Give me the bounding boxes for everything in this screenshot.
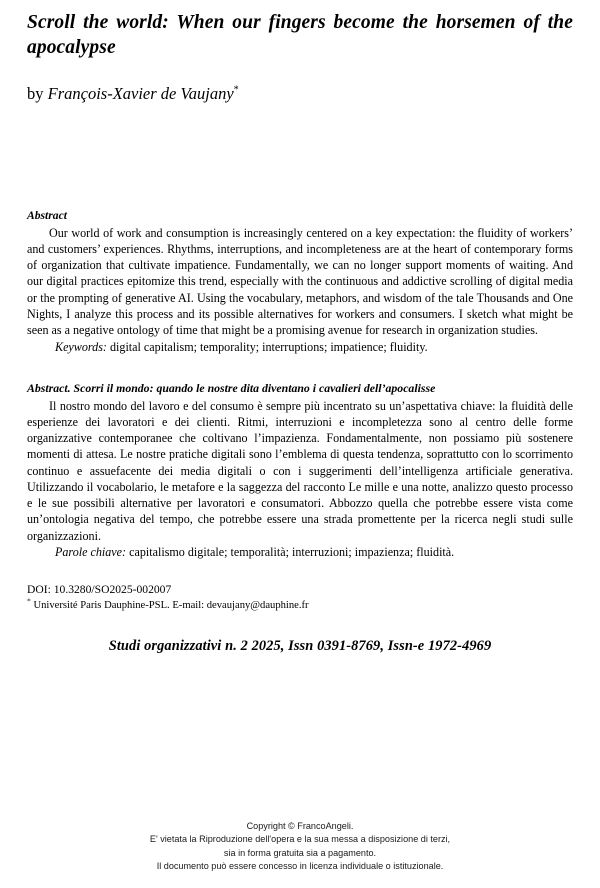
abstract-italian-heading: Abstract. Scorri il mondo: quando le nostre dita diventano i cavalieri dell’apocalisse [27, 380, 436, 395]
page-content [27, 0, 573, 655]
author-name: François-Xavier de Vaujany [47, 83, 234, 103]
copyright-line-4: Il documento può essere concesso in licenza individuale o istituzionale. [156, 861, 444, 872]
abstract-italian-body: Il nostro mondo del lavoro e del consumo è sempre più incentrato su un’aspettativa chiave: la fluidità delle esperienze dei lavoratori e dei clienti. Ritmi, interruzioni e incompletezza sono al centro delle forme organizzative contemporanee che coltivano l’impazienza. Fondamentalmente, non possiamo più sostenere momenti di attesa. Le nostre pratiche digitali sono l’emblema di questa tendenza, soprattutto con lo scorrimento continuo e assuefacente dei media digitali o con i suggerimenti dell’intelligenza artificiale generativa. Utilizzando il vocabolario, le metafore e la saggezza del racconto Le mille e una notte, analizzo questo processo e le sue possibili alternative per lavoratori e consumatori. Abbozzo quella che potrebbe essere vista come un’ontologia negativa del tempo, che potrebbe essere una strada promettente per la ricerca negli studi sulle organizzazioni. [27, 398, 573, 543]
byline-prefix: by [27, 83, 48, 103]
abstract-english-body: Our world of work and consumption is increasingly centered on a key expectation: the fluidity of workers’ and customers’ experiences. Rhythms, interruptions, and incompleteness are at the heart of contemporary forms of organization that cultivate impatience. Fundamentally, we can no longer support moments of waiting. And our digital practices epitomize this trend, especially with the continuous and addictive scrolling of digital media or the prompting of generative AI. Using the vocabulary, metaphors, and wisdom of the tale Thousands and One Nights, I analyze this process and its possible alternatives for workers and consumers. I sketch what might be seen as a negative ontology of time that might be a promising avenue for research in organization studies. [27, 225, 573, 338]
keywords-english-label: Keywords: [55, 339, 107, 354]
footnote-marker: * [27, 596, 31, 606]
author-affiliation-footnote [27, 598, 573, 613]
article-title: Scroll the world: When our fingers become the horsemen of the apocalypse [27, 12, 573, 58]
keywords-italian [27, 544, 573, 560]
copyright-line-3: sia in forma gratuita sia a pagamento. [223, 847, 377, 858]
footnote-text: Université Paris Dauphine-PSL. E-mail: devaujany@dauphine.fr [30, 599, 309, 611]
author-byline [27, 61, 573, 104]
copyright-line-1: Copyright © FrancoAngeli. [246, 821, 354, 831]
journal-citation: Studi organizzativi n. 2 2025, Issn 0391-8769, Issn-e 1972-4969 [108, 637, 492, 654]
copyright-line-2: E' vietata la Riproduzione dell'opera e la sua messa a disposizione di terzi, [149, 834, 451, 845]
abstract-english-heading: Abstract [27, 209, 67, 223]
keywords-english [27, 339, 573, 355]
doi-label: DOI: 10.3280/SO2025-002007 [27, 583, 172, 597]
doi-footnote-block [27, 560, 573, 612]
keywords-english-value: digital capitalism; temporality; interruptions; impatience; fluidity. [106, 339, 428, 354]
keywords-italian-value: capitalismo digitale; temporalità; interruzioni; impazienza; fluidità. [126, 544, 455, 559]
author-footnote-marker: * [233, 84, 239, 96]
keywords-italian-label: Parole chiave: [55, 544, 127, 559]
copyright-footer [0, 820, 600, 874]
